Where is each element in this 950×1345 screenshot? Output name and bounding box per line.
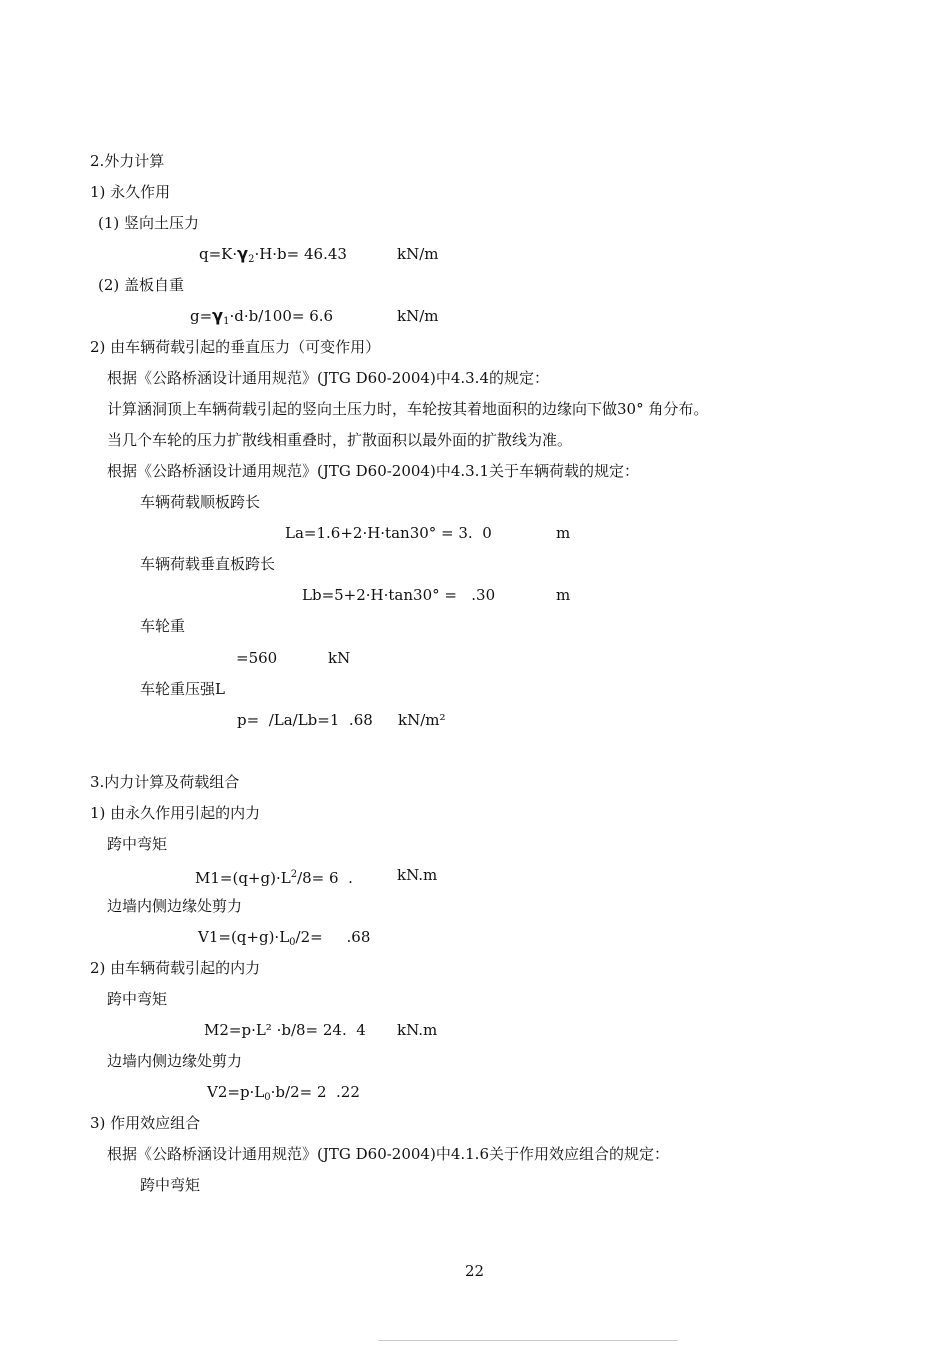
- vehicle-load-heading: 2) 由车辆荷载引起的垂直压力（可变作用）: [90, 338, 381, 356]
- permanent-action-heading: 1) 永久作用: [90, 183, 171, 201]
- q-formula: [199, 244, 347, 270]
- v2-formula-b: ·b/2= 2 .22: [270, 1083, 360, 1101]
- square-superscript: 2: [290, 869, 298, 880]
- paragraph-1: 根据《公路桥涵设计通用规范》(JTG D60-2004)中4.3.4的规定：: [107, 369, 549, 387]
- v2-formula-a: V2=p·L: [207, 1083, 265, 1101]
- gamma-subscript: 2: [248, 254, 255, 265]
- vertical-earth-pressure-heading: (1) 竖向土压力: [98, 214, 200, 232]
- paragraph-5: 根据《公路桥涵设计通用规范》(JTG D60-2004)中4.1.6关于作用效应组合的规定：: [107, 1145, 669, 1163]
- wheel-weight-formula: =560: [236, 649, 278, 667]
- wheel-weight-label: 车轮重: [140, 617, 186, 635]
- lb-formula: Lb=5+2·H·tan30° = .30: [302, 586, 496, 604]
- lb-unit: m: [556, 586, 571, 604]
- footer-divider: [378, 1340, 678, 1341]
- g-formula-rest: ·d·b/100= 6.6: [229, 307, 334, 325]
- m1-formula-a: M1=(q+g)·L: [195, 869, 291, 887]
- m1-formula-b: /8= 6 .: [297, 869, 353, 887]
- q-formula-prefix: q=K·: [199, 245, 238, 263]
- section-3-title: 3.内力计算及荷载组合: [90, 773, 240, 791]
- section-2-title: 2.外力计算: [90, 152, 165, 170]
- wheel-pressure-formula: p= /La/Lb=1 .68: [237, 711, 373, 729]
- slab-weight-heading: (2) 盖板自重: [98, 276, 185, 294]
- mid-span-moment-label: 跨中弯矩: [107, 990, 168, 1008]
- v1-formula-a: V1=(q+g)·L: [198, 928, 290, 946]
- v1-formula: [198, 927, 370, 953]
- wheel-weight-unit: kN: [328, 649, 351, 667]
- l0-subscript: 0: [289, 937, 296, 948]
- edge-shear-label: 边墙内侧边缘处剪力: [107, 897, 243, 915]
- m2-formula: M2=p·L² ·b/8= 24. 4: [204, 1021, 366, 1039]
- gamma-symbol: γ: [212, 306, 224, 325]
- paragraph-4: 根据《公路桥涵设计通用规范》(JTG D60-2004)中4.3.1关于车辆荷载的规定：: [107, 462, 639, 480]
- wheel-pressure-unit: kN/m²: [398, 711, 446, 729]
- wheel-pressure-label: 车轮重压强L: [140, 680, 225, 698]
- m1-unit: kN.m: [397, 866, 438, 884]
- q-unit: kN/m: [397, 245, 439, 263]
- combination-heading: 3) 作用效应组合: [90, 1114, 201, 1132]
- la-label: 车辆荷载顺板跨长: [140, 493, 261, 511]
- l0-subscript: 0: [264, 1092, 271, 1103]
- vehicle-force-heading: 2) 由车辆荷载引起的内力: [90, 959, 261, 977]
- v2-formula: [207, 1082, 360, 1108]
- mid-span-moment-label-2: 跨中弯矩: [140, 1176, 201, 1194]
- lb-label: 车辆荷载垂直板跨长: [140, 555, 276, 573]
- q-formula-rest: ·H·b= 46.43: [254, 245, 347, 263]
- m2-unit: kN.m: [397, 1021, 438, 1039]
- g-unit: kN/m: [397, 307, 439, 325]
- g-formula-prefix: g=: [190, 307, 213, 325]
- la-unit: m: [556, 524, 571, 542]
- g-formula: [190, 306, 333, 332]
- paragraph-3: 当几个车轮的压力扩散线相重叠时，扩散面积以最外面的扩散线为准。: [107, 431, 573, 449]
- paragraph-2: 计算涵洞顶上车辆荷载引起的竖向土压力时，车轮按其着地面积的边缘向下做30° 角分布。: [107, 400, 709, 418]
- gamma-symbol: γ: [237, 244, 249, 263]
- mid-span-moment-label: 跨中弯矩: [107, 835, 168, 853]
- permanent-force-heading: 1) 由永久作用引起的内力: [90, 804, 261, 822]
- page-number: 22: [465, 1262, 485, 1280]
- v1-formula-b: /2= .68: [295, 928, 371, 946]
- gamma-subscript: 1: [223, 316, 230, 327]
- la-formula: La=1.6+2·H·tan30° = 3. 0: [285, 524, 492, 542]
- m1-formula: [195, 865, 353, 888]
- edge-shear-label: 边墙内侧边缘处剪力: [107, 1052, 243, 1070]
